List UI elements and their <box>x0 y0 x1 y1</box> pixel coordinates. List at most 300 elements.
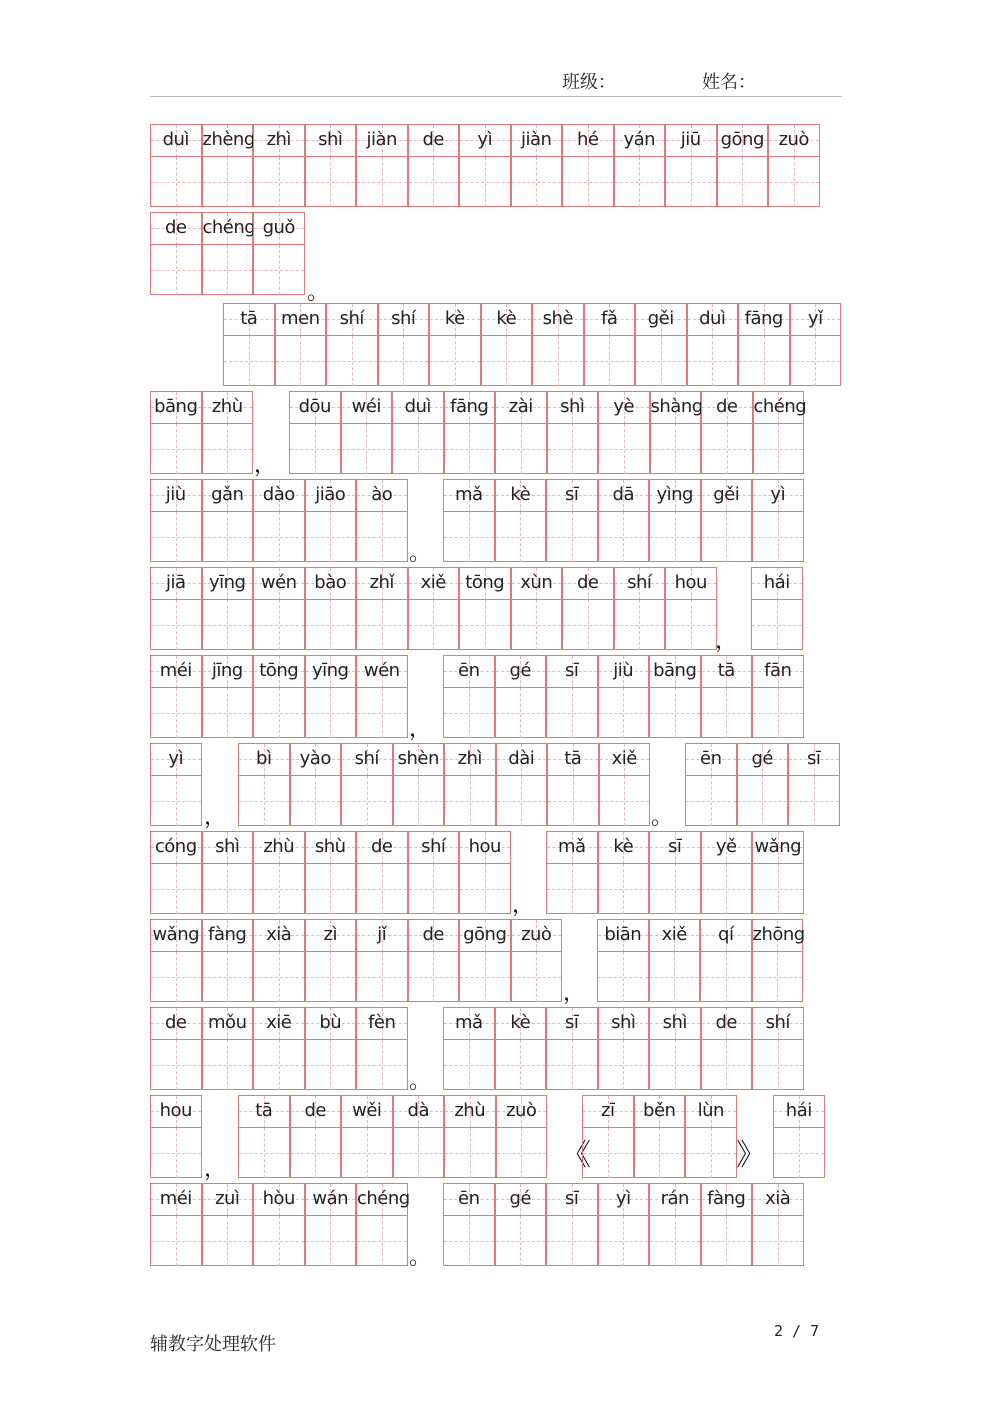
punctuation-mark: ， <box>254 453 277 478</box>
grid-guide-line <box>330 1216 331 1266</box>
grid-row <box>0 479 992 565</box>
character-cell[interactable] <box>223 303 275 386</box>
grid-guide-line <box>675 864 676 914</box>
grid-row <box>0 1007 992 1093</box>
character-cell[interactable] <box>443 479 495 562</box>
pinyin-syllable: yì <box>460 125 510 157</box>
character-cell[interactable] <box>150 831 202 914</box>
character-cell[interactable] <box>614 567 666 650</box>
character-cell[interactable] <box>356 831 408 914</box>
punctuation-mark: 。 <box>307 280 330 305</box>
pinyin-syllable: rán <box>650 1184 700 1216</box>
character-cell[interactable] <box>202 479 254 562</box>
character-cell[interactable] <box>700 919 752 1002</box>
grid-guide-line <box>300 336 301 386</box>
character-cell[interactable] <box>511 124 563 207</box>
character-cell[interactable] <box>356 124 408 207</box>
character-cell[interactable] <box>253 567 305 650</box>
character-cell[interactable] <box>290 1095 342 1178</box>
character-cell[interactable] <box>393 743 445 826</box>
grid-guide-line <box>726 1216 727 1266</box>
pinyin-syllable: tā <box>548 744 598 776</box>
grid-guide-line <box>712 336 713 386</box>
character-cell[interactable] <box>687 303 739 386</box>
character-cell[interactable] <box>150 567 202 650</box>
grid-guide-line <box>506 336 507 386</box>
grid-guide-line <box>455 336 456 386</box>
grid-guide-line <box>279 1216 280 1266</box>
character-cell[interactable] <box>459 919 511 1002</box>
pinyin-syllable: wǎng <box>151 920 201 952</box>
pinyin-syllable: kè <box>482 304 532 336</box>
pinyin-syllable: gěi <box>702 480 752 512</box>
character-cell[interactable] <box>253 479 305 562</box>
pinyin-syllable: sī <box>547 656 597 688</box>
character-cell[interactable] <box>459 831 511 914</box>
pinyin-syllable: sī <box>547 1184 597 1216</box>
character-cell[interactable] <box>150 919 202 1002</box>
character-cell[interactable] <box>378 303 430 386</box>
character-cell[interactable] <box>408 124 460 207</box>
character-cell[interactable] <box>341 743 393 826</box>
character-cell[interactable] <box>752 919 804 1002</box>
grid-row <box>0 567 992 653</box>
character-cell[interactable] <box>495 479 547 562</box>
grid-guide-line <box>382 864 383 914</box>
pinyin-syllable: fàng <box>203 920 253 952</box>
character-cell[interactable] <box>253 919 305 1002</box>
grid-guide-line <box>726 864 727 914</box>
character-cell[interactable] <box>393 1095 445 1178</box>
pinyin-syllable: xiē <box>254 1008 304 1040</box>
character-cell[interactable] <box>202 1183 254 1266</box>
character-cell[interactable] <box>202 831 254 914</box>
character-cell[interactable] <box>752 655 804 738</box>
character-cell[interactable] <box>305 567 357 650</box>
character-cell[interactable] <box>253 1007 305 1090</box>
grid-guide-line <box>227 424 228 474</box>
header-divider <box>150 96 842 97</box>
grid-guide-line <box>227 157 228 207</box>
pinyin-syllable: hou <box>460 832 510 864</box>
character-cell[interactable] <box>685 743 737 826</box>
grid-row <box>0 1183 992 1269</box>
character-cell[interactable] <box>495 1183 547 1266</box>
character-cell[interactable] <box>305 479 357 562</box>
pinyin-syllable: dài <box>497 744 547 776</box>
pinyin-syllable: hái <box>774 1096 824 1128</box>
character-cell[interactable] <box>356 567 408 650</box>
pinyin-syllable: bāng <box>650 656 700 688</box>
character-cell[interactable] <box>597 919 649 1002</box>
character-cell[interactable] <box>459 567 511 650</box>
character-cell[interactable] <box>511 567 563 650</box>
character-cell[interactable] <box>202 124 254 207</box>
character-cell[interactable] <box>238 743 290 826</box>
pinyin-syllable: kè <box>430 304 480 336</box>
grid-guide-line <box>382 688 383 738</box>
character-cell[interactable] <box>356 655 408 738</box>
grid-guide-line <box>227 600 228 650</box>
character-cell[interactable] <box>598 831 650 914</box>
pinyin-syllable: zì <box>306 920 356 952</box>
character-cell[interactable] <box>150 479 202 562</box>
character-cell[interactable] <box>790 303 842 386</box>
grid-row <box>0 212 992 305</box>
character-cell[interactable] <box>598 479 650 562</box>
character-cell[interactable] <box>356 1007 408 1090</box>
character-cell[interactable] <box>752 831 804 914</box>
grid-guide-line <box>675 1040 676 1090</box>
grid-guide-line <box>227 512 228 562</box>
pinyin-syllable: chéng <box>357 1184 407 1216</box>
character-cell[interactable] <box>202 567 254 650</box>
character-cell[interactable] <box>547 743 599 826</box>
character-cell[interactable] <box>546 1007 598 1090</box>
character-cell[interactable] <box>305 1183 357 1266</box>
pinyin-syllable: zuì <box>203 1184 253 1216</box>
character-cell[interactable] <box>701 391 753 474</box>
character-cell[interactable] <box>495 655 547 738</box>
grid-guide-line <box>279 245 280 295</box>
character-cell[interactable] <box>717 124 769 207</box>
grid-guide-line <box>691 600 692 650</box>
character-cell[interactable] <box>649 919 701 1002</box>
pinyin-syllable: lùn <box>686 1096 736 1128</box>
grid-guide-line <box>674 952 675 1002</box>
character-cell[interactable] <box>495 391 547 474</box>
pinyin-syllable: shàng <box>651 392 701 424</box>
character-cell[interactable] <box>356 919 408 1002</box>
grid-guide-line <box>777 600 778 650</box>
character-cell[interactable] <box>444 1095 496 1178</box>
pinyin-syllable: shì <box>599 1008 649 1040</box>
pinyin-syllable: men <box>276 304 326 336</box>
grid-guide-line <box>315 1128 316 1178</box>
grid-guide-line <box>330 688 331 738</box>
pinyin-syllable: ēn <box>444 1184 494 1216</box>
character-cell[interactable] <box>150 212 202 295</box>
pinyin-syllable: mǒu <box>203 1008 253 1040</box>
character-cell[interactable] <box>305 831 357 914</box>
character-cell[interactable] <box>649 1007 701 1090</box>
footer-software-name: 辅教字处理软件 <box>150 1334 276 1355</box>
character-cell[interactable] <box>598 391 650 474</box>
character-cell[interactable] <box>752 479 804 562</box>
character-cell[interactable] <box>202 1007 254 1090</box>
pinyin-syllable: shí <box>615 568 665 600</box>
grid-guide-line <box>521 424 522 474</box>
character-cell[interactable] <box>356 479 408 562</box>
character-cell[interactable] <box>511 919 563 1002</box>
pinyin-syllable: tōng <box>254 656 304 688</box>
pinyin-syllable: shì <box>306 125 356 157</box>
character-cell[interactable] <box>150 1007 202 1090</box>
pinyin-syllable: gé <box>496 656 546 688</box>
character-cell[interactable] <box>635 303 687 386</box>
pinyin-syllable: wén <box>357 656 407 688</box>
grid-guide-line <box>815 336 816 386</box>
grid-guide-line <box>777 952 778 1002</box>
character-cell[interactable] <box>701 655 753 738</box>
character-cell[interactable] <box>150 1183 202 1266</box>
pinyin-syllable: yào <box>291 744 341 776</box>
character-cell[interactable] <box>547 391 599 474</box>
pinyin-syllable: mǎ <box>547 832 597 864</box>
character-cell[interactable] <box>665 124 717 207</box>
character-cell[interactable] <box>649 655 701 738</box>
character-cell[interactable] <box>459 124 511 207</box>
grid-guide-line <box>176 424 177 474</box>
pinyin-syllable: wén <box>254 568 304 600</box>
pinyin-syllable: de <box>151 1008 201 1040</box>
grid-guide-line <box>279 952 280 1002</box>
character-cell[interactable] <box>584 303 636 386</box>
character-cell[interactable] <box>634 1095 686 1178</box>
character-cell[interactable] <box>598 1183 650 1266</box>
character-cell[interactable] <box>305 124 357 207</box>
pinyin-syllable: sī <box>789 744 839 776</box>
character-cell[interactable] <box>753 391 805 474</box>
grid-guide-line <box>330 600 331 650</box>
character-cell[interactable] <box>326 303 378 386</box>
character-cell[interactable] <box>768 124 820 207</box>
character-cell[interactable] <box>444 743 496 826</box>
pinyin-syllable: bāng <box>151 392 201 424</box>
character-cell[interactable] <box>305 1007 357 1090</box>
character-cell[interactable] <box>443 1007 495 1090</box>
grid-guide-line <box>176 245 177 295</box>
pinyin-syllable: dào <box>254 480 304 512</box>
character-cell[interactable] <box>444 391 496 474</box>
pinyin-syllable: zhì <box>254 125 304 157</box>
character-cell[interactable] <box>202 212 254 295</box>
character-cell[interactable] <box>238 1095 290 1178</box>
character-cell[interactable] <box>202 655 254 738</box>
pinyin-syllable: tā <box>702 656 752 688</box>
pinyin-syllable: de <box>409 125 459 157</box>
grid-guide-line <box>433 157 434 207</box>
grid-row <box>0 303 992 389</box>
character-cell[interactable] <box>253 124 305 207</box>
pinyin-syllable: yě <box>702 832 752 864</box>
grid-guide-line <box>279 864 280 914</box>
character-cell[interactable] <box>150 124 202 207</box>
character-cell[interactable] <box>649 831 701 914</box>
grid-guide-line <box>573 776 574 826</box>
pinyin-syllable: shù <box>306 832 356 864</box>
grid-guide-line <box>418 1128 419 1178</box>
pinyin-syllable: tōng <box>460 568 510 600</box>
grid-guide-line <box>675 424 676 474</box>
pinyin-syllable: zī <box>583 1096 633 1128</box>
character-cell[interactable] <box>481 303 533 386</box>
grid-guide-line <box>418 424 419 474</box>
pinyin-syllable: jiàn <box>512 125 562 157</box>
grid-guide-line <box>330 157 331 207</box>
grid-guide-line <box>572 688 573 738</box>
character-cell[interactable] <box>737 743 789 826</box>
punctuation-mark: ， <box>204 805 227 830</box>
character-cell[interactable] <box>289 391 341 474</box>
grid-guide-line <box>727 424 728 474</box>
character-cell[interactable] <box>773 1095 825 1178</box>
character-cell[interactable] <box>408 831 460 914</box>
pinyin-syllable: chéng <box>754 392 804 424</box>
pinyin-syllable: chéng <box>203 213 253 245</box>
pinyin-syllable: zhì <box>445 744 495 776</box>
punctuation-mark: ， <box>715 629 738 654</box>
pinyin-syllable: xià <box>753 1184 803 1216</box>
character-cell[interactable] <box>614 124 666 207</box>
character-cell[interactable] <box>443 655 495 738</box>
pinyin-syllable: de <box>702 1008 752 1040</box>
grid-guide-line <box>536 600 537 650</box>
character-cell[interactable] <box>788 743 840 826</box>
character-cell[interactable] <box>751 567 803 650</box>
character-cell[interactable] <box>290 743 342 826</box>
character-cell[interactable] <box>562 124 614 207</box>
character-cell[interactable] <box>202 391 254 474</box>
pinyin-syllable: yǐ <box>791 304 841 336</box>
character-cell[interactable] <box>546 479 598 562</box>
character-cell[interactable] <box>305 919 357 1002</box>
grid-guide-line <box>279 600 280 650</box>
character-cell[interactable] <box>599 743 651 826</box>
character-cell[interactable] <box>305 655 357 738</box>
character-cell[interactable] <box>356 1183 408 1266</box>
pinyin-syllable: sī <box>547 480 597 512</box>
character-cell[interactable] <box>562 567 614 650</box>
character-cell[interactable] <box>150 391 202 474</box>
pinyin-syllable: hé <box>563 125 613 157</box>
character-cell[interactable] <box>341 1095 393 1178</box>
pinyin-syllable: méi <box>151 1184 201 1216</box>
grid-guide-line <box>623 1040 624 1090</box>
character-cell[interactable] <box>649 1183 701 1266</box>
character-cell[interactable] <box>253 831 305 914</box>
character-cell[interactable] <box>752 1007 804 1090</box>
grid-guide-line <box>176 600 177 650</box>
grid-guide-line <box>623 952 624 1002</box>
character-cell[interactable] <box>408 919 460 1002</box>
grid-guide-line <box>279 688 280 738</box>
grid-guide-line <box>558 336 559 386</box>
character-cell[interactable] <box>341 391 393 474</box>
grid-guide-line <box>521 776 522 826</box>
character-cell[interactable] <box>701 831 753 914</box>
grid-row <box>0 831 992 917</box>
pinyin-syllable: gōng <box>460 920 510 952</box>
grid-guide-line <box>778 424 779 474</box>
character-cell[interactable] <box>582 1095 634 1178</box>
character-cell[interactable] <box>701 1183 753 1266</box>
grid-guide-line <box>572 512 573 562</box>
character-cell[interactable] <box>598 1007 650 1090</box>
grid-guide-line <box>675 688 676 738</box>
grid-guide-line <box>176 864 177 914</box>
grid-row <box>0 655 992 741</box>
pinyin-syllable: yì <box>599 1184 649 1216</box>
pinyin-syllable: tā <box>239 1096 289 1128</box>
character-cell[interactable] <box>649 479 701 562</box>
character-cell[interactable] <box>598 655 650 738</box>
pinyin-syllable: shè <box>533 304 583 336</box>
pinyin-syllable: shì <box>650 1008 700 1040</box>
pinyin-syllable: méi <box>151 656 201 688</box>
character-cell[interactable] <box>650 391 702 474</box>
character-cell[interactable] <box>546 655 598 738</box>
grid-guide-line <box>726 688 727 738</box>
character-cell[interactable] <box>495 1007 547 1090</box>
pinyin-syllable: dā <box>599 480 649 512</box>
character-cell[interactable] <box>738 303 790 386</box>
character-cell[interactable] <box>275 303 327 386</box>
character-cell[interactable] <box>546 831 598 914</box>
character-cell[interactable] <box>685 1095 737 1178</box>
pinyin-syllable: bào <box>306 568 356 600</box>
grid-guide-line <box>470 1128 471 1178</box>
character-cell[interactable] <box>253 655 305 738</box>
grid-guide-line <box>726 952 727 1002</box>
character-cell[interactable] <box>392 391 444 474</box>
character-cell[interactable] <box>150 743 202 826</box>
grid-guide-line <box>675 512 676 562</box>
grid-guide-line <box>691 157 692 207</box>
character-cell[interactable] <box>752 1183 804 1266</box>
character-cell[interactable] <box>496 1095 548 1178</box>
pinyin-syllable: shí <box>327 304 377 336</box>
grid-guide-line <box>367 1128 368 1178</box>
pinyin-syllable: yè <box>599 392 649 424</box>
character-cell[interactable] <box>701 1007 753 1090</box>
character-cell[interactable] <box>532 303 584 386</box>
grid-row <box>0 124 992 210</box>
character-cell[interactable] <box>150 655 202 738</box>
character-cell[interactable] <box>701 479 753 562</box>
grid-guide-line <box>521 1128 522 1178</box>
character-cell[interactable] <box>443 1183 495 1266</box>
character-cell[interactable] <box>253 1183 305 1266</box>
grid-guide-line <box>279 1040 280 1090</box>
character-cell[interactable] <box>253 212 305 295</box>
character-cell[interactable] <box>150 1095 202 1178</box>
character-cell[interactable] <box>408 567 460 650</box>
grid-guide-line <box>227 864 228 914</box>
grid-guide-line <box>764 336 765 386</box>
grid-guide-line <box>799 1128 800 1178</box>
character-cell[interactable] <box>202 919 254 1002</box>
pinyin-syllable: duì <box>688 304 738 336</box>
pinyin-syllable: jiù <box>599 656 649 688</box>
character-cell[interactable] <box>546 1183 598 1266</box>
pinyin-syllable: zuò <box>512 920 562 952</box>
grid-guide-line <box>572 864 573 914</box>
punctuation-mark: 。 <box>651 805 674 830</box>
pinyin-syllable: zài <box>496 392 546 424</box>
pinyin-syllable: běn <box>635 1096 685 1128</box>
pinyin-syllable: fān <box>753 656 803 688</box>
grid-guide-line <box>520 1216 521 1266</box>
pinyin-syllable: zhù <box>445 1096 495 1128</box>
character-cell[interactable] <box>429 303 481 386</box>
character-cell[interactable] <box>496 743 548 826</box>
pinyin-syllable: shèn <box>394 744 444 776</box>
grid-guide-line <box>624 776 625 826</box>
character-cell[interactable] <box>665 567 717 650</box>
grid-guide-line <box>623 1216 624 1266</box>
pinyin-syllable: jiàn <box>357 125 407 157</box>
